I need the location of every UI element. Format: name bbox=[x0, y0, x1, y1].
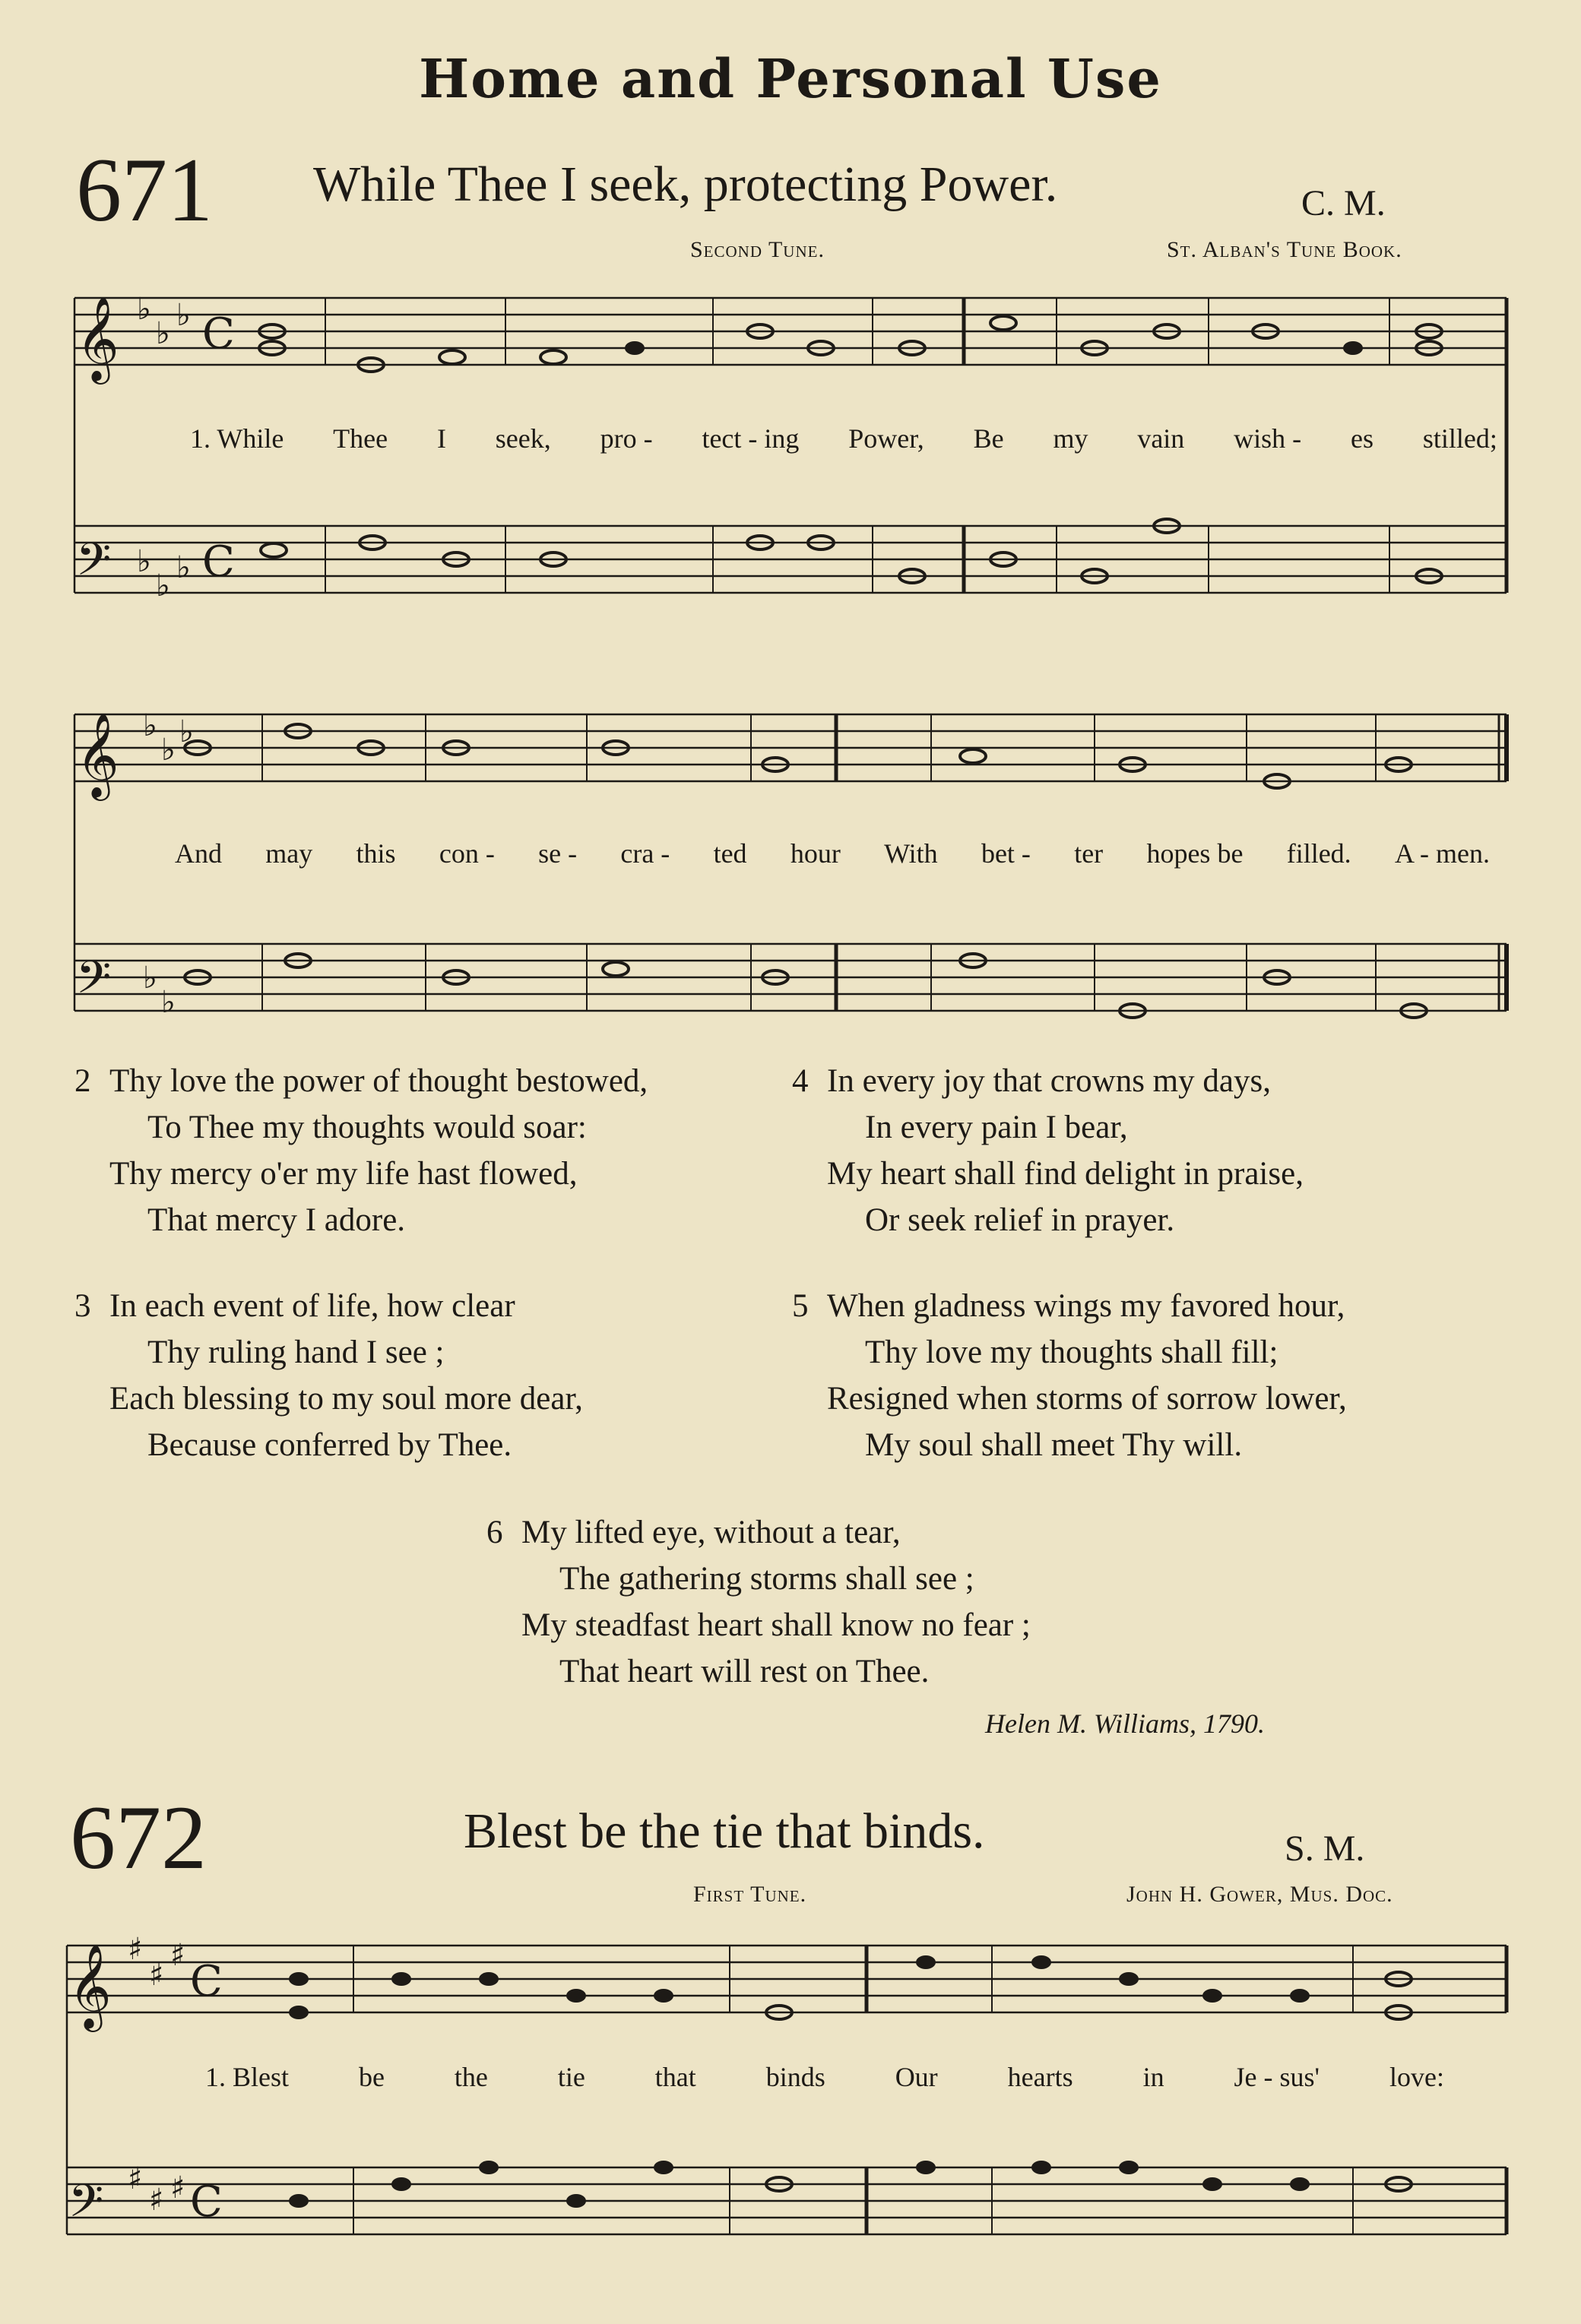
svg-text:C: C bbox=[190, 2177, 223, 2227]
svg-text:♯: ♯ bbox=[170, 1938, 185, 1973]
lyric-syllable: binds bbox=[765, 2062, 825, 2092]
verse-line: Or seek relief in prayer. bbox=[865, 1202, 1175, 1238]
svg-text:C: C bbox=[202, 309, 235, 359]
lyric-syllable: hopes be bbox=[1146, 838, 1244, 869]
treble-clef-icon: 𝄞 bbox=[68, 1943, 112, 2028]
bass-clef-icon: 𝄢 bbox=[76, 951, 112, 1015]
lyric-syllable: 1. While bbox=[190, 423, 284, 454]
lyric-syllable: Be bbox=[973, 423, 1004, 454]
svg-text:♭: ♭ bbox=[156, 568, 170, 603]
verse-line: Thy ruling hand I see ; bbox=[147, 1335, 445, 1370]
verse-5 bbox=[792, 1283, 1347, 1468]
svg-text:♭: ♭ bbox=[179, 714, 194, 749]
svg-text:♭: ♭ bbox=[176, 550, 191, 585]
svg-text:♭: ♭ bbox=[161, 985, 176, 1020]
verse-line: Thy love my thoughts shall fill; bbox=[865, 1335, 1278, 1370]
verse-number: 6 bbox=[486, 1515, 503, 1550]
hymn-meter: C. M. bbox=[1301, 183, 1386, 223]
svg-text:♯: ♯ bbox=[128, 1932, 143, 1967]
lyric-syllable: ter bbox=[1074, 838, 1104, 869]
page-header: Home and Personal Use bbox=[419, 47, 1162, 110]
lyric-syllable: And bbox=[175, 838, 222, 869]
svg-text:♭: ♭ bbox=[137, 544, 151, 579]
verse-line: My heart shall find delight in praise, bbox=[827, 1156, 1304, 1192]
lyric-syllable: Thee bbox=[333, 423, 388, 454]
lyric-syllable: my bbox=[1053, 423, 1088, 454]
svg-text:♭: ♭ bbox=[143, 708, 157, 743]
lyric-syllable: seek, bbox=[495, 423, 551, 454]
verse-2 bbox=[74, 1058, 648, 1243]
verse-line: That mercy I adore. bbox=[147, 1202, 406, 1238]
verse-line: In every pain I bear, bbox=[865, 1110, 1128, 1145]
lyric-syllable: may bbox=[265, 838, 313, 869]
hymn-title: While Thee I seek, protecting Power. bbox=[313, 157, 1058, 212]
verse-3 bbox=[74, 1283, 583, 1468]
verse-4 bbox=[792, 1058, 1304, 1243]
lyric-syllable: Je - sus' bbox=[1234, 2062, 1320, 2092]
svg-text:♭: ♭ bbox=[156, 316, 170, 351]
svg-text:C: C bbox=[202, 537, 235, 587]
svg-text:♯: ♯ bbox=[149, 1958, 164, 1993]
verse-line: That heart will rest on Thee. bbox=[559, 1654, 930, 1689]
lyric-syllable: es bbox=[1351, 423, 1373, 454]
lyric-syllable: be bbox=[358, 2062, 385, 2092]
treble-clef-icon: 𝄞 bbox=[76, 712, 119, 797]
verse-line: My steadfast heart shall know no fear ; bbox=[521, 1607, 1031, 1643]
lyric-syllable: tie bbox=[557, 2062, 585, 2092]
svg-text:♯: ♯ bbox=[128, 2161, 143, 2196]
lyric-syllable: in bbox=[1142, 2062, 1164, 2092]
svg-text:♯: ♯ bbox=[170, 2170, 185, 2205]
hymn-meter: S. M. bbox=[1285, 1828, 1365, 1869]
svg-text:♭: ♭ bbox=[143, 961, 157, 996]
lyric-syllable: I bbox=[436, 423, 446, 454]
verse-number: 3 bbox=[74, 1288, 91, 1324]
lyric-syllable: 1. Blest bbox=[205, 2062, 290, 2092]
verse-line: Thy love the power of thought bestowed, bbox=[109, 1063, 648, 1099]
lyric-syllable: ted bbox=[713, 838, 747, 869]
svg-text:♭: ♭ bbox=[176, 298, 191, 333]
staff-bass-1 bbox=[74, 526, 1507, 593]
verse-line: The gathering storms shall see ; bbox=[559, 1561, 974, 1597]
verse-line: My lifted eye, without a tear, bbox=[521, 1515, 901, 1550]
hymn-number: 672 bbox=[70, 1787, 207, 1888]
verse-line: To Thee my thoughts would soar: bbox=[147, 1110, 587, 1145]
lyric-syllable: pro - bbox=[600, 423, 653, 454]
lyric-line bbox=[205, 2061, 1444, 2093]
verse-line: Because conferred by Thee. bbox=[147, 1427, 512, 1463]
lyric-syllable: hearts bbox=[1007, 2062, 1073, 2092]
verse-line: Each blessing to my soul more dear, bbox=[109, 1381, 583, 1417]
lyric-syllable: bet - bbox=[981, 838, 1031, 869]
verse-number: 2 bbox=[74, 1063, 91, 1099]
verse-line: Thy mercy o'er my life hast flowed, bbox=[109, 1156, 578, 1192]
lyric-syllable: wish - bbox=[1234, 423, 1302, 454]
tune-label: Second Tune. bbox=[690, 237, 825, 262]
author-credit: Helen M. Williams, 1790. bbox=[985, 1708, 1265, 1739]
lyric-syllable: this bbox=[356, 838, 396, 869]
treble-clef-icon: 𝄞 bbox=[76, 296, 119, 381]
lyric-syllable: stilled; bbox=[1422, 423, 1497, 454]
lyric-syllable: filled. bbox=[1286, 838, 1351, 869]
lyric-syllable: hour bbox=[790, 838, 841, 869]
hymn-title: Blest be the tie that binds. bbox=[464, 1803, 985, 1859]
lyric-syllable: With bbox=[884, 838, 938, 869]
verse-line: In each event of life, how clear bbox=[109, 1288, 515, 1324]
hymn-number: 671 bbox=[76, 139, 213, 240]
staff-treble-3 bbox=[67, 1946, 1507, 2012]
verse-line: In every joy that crowns my days, bbox=[827, 1063, 1271, 1099]
lyric-syllable: A - men. bbox=[1394, 838, 1490, 869]
lyric-syllable: vain bbox=[1137, 423, 1185, 454]
svg-text:C: C bbox=[190, 1957, 223, 2006]
tune-source: St. Alban's Tune Book. bbox=[1167, 237, 1402, 262]
tune-source: John H. Gower, Mus. Doc. bbox=[1126, 1882, 1393, 1907]
svg-text:♯: ♯ bbox=[149, 2183, 164, 2218]
verse-line: My soul shall meet Thy will. bbox=[865, 1427, 1243, 1463]
lyric-syllable: tect - ing bbox=[702, 423, 800, 454]
staff-treble-1 bbox=[74, 298, 1507, 365]
lyric-syllable: that bbox=[654, 2062, 696, 2092]
verse-6 bbox=[486, 1509, 1031, 1695]
verse-line: Resigned when storms of sorrow lower, bbox=[827, 1381, 1347, 1417]
lyric-syllable: Our bbox=[895, 2062, 938, 2092]
lyric-syllable: con - bbox=[439, 838, 495, 869]
svg-text:♭: ♭ bbox=[137, 292, 151, 327]
svg-text:♭: ♭ bbox=[161, 733, 176, 768]
verse-number: 5 bbox=[792, 1288, 809, 1324]
tune-label: First Tune. bbox=[693, 1882, 807, 1907]
bass-clef-icon: 𝄢 bbox=[68, 2174, 104, 2238]
lyric-line bbox=[190, 423, 1497, 454]
verse-line: When gladness wings my favored hour, bbox=[827, 1288, 1345, 1324]
lyric-line bbox=[175, 837, 1490, 869]
lyric-syllable: love: bbox=[1389, 2062, 1444, 2092]
bass-clef-icon: 𝄢 bbox=[76, 533, 112, 597]
lyric-syllable: Power, bbox=[848, 423, 924, 454]
lyric-syllable: the bbox=[454, 2062, 488, 2092]
lyric-syllable: cra - bbox=[620, 838, 670, 869]
verse-number: 4 bbox=[792, 1063, 809, 1099]
lyric-syllable: se - bbox=[538, 838, 578, 869]
